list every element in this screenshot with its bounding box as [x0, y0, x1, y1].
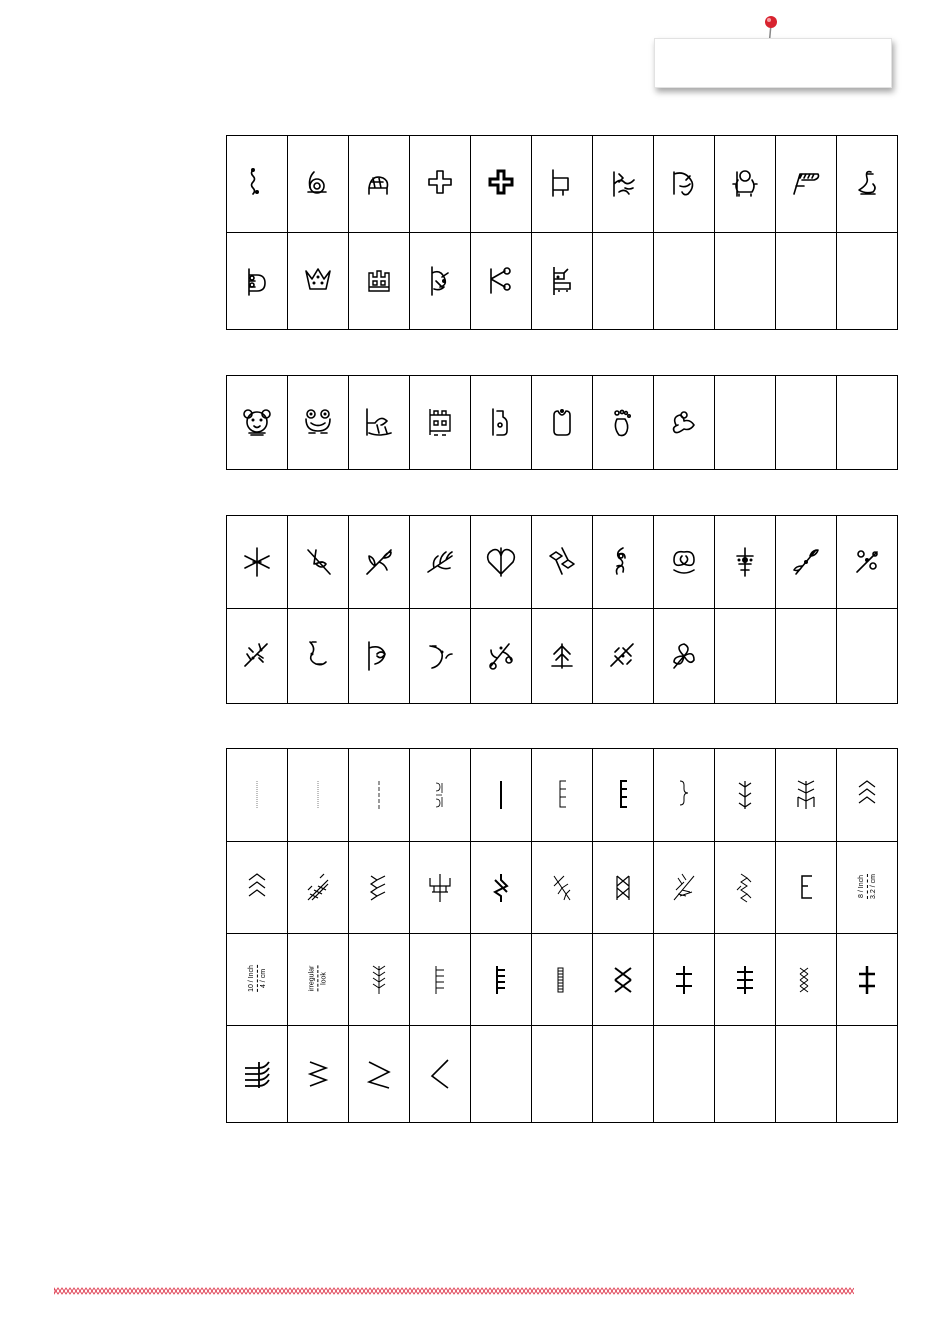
stitch-cell: [410, 749, 471, 842]
snowflake-star-icon: [239, 544, 275, 580]
frog-face-icon: [300, 405, 336, 441]
stitch-cell: [471, 1026, 532, 1123]
blanket-stitch-icon: [544, 777, 580, 813]
stitch-cell: [410, 842, 471, 934]
stitch-cell: [288, 749, 349, 842]
train-icon: [544, 263, 580, 299]
fine-straight-icon: [300, 777, 336, 813]
single-zigzag-icon: [422, 1056, 458, 1092]
satin-column-icon: [544, 962, 580, 998]
stitch-cell: [349, 934, 410, 1026]
stitch-length-label-line2: look: [320, 971, 328, 985]
stitch-cell: [837, 749, 898, 842]
children-motif-table: [226, 375, 898, 470]
stitch-cell: [715, 609, 776, 704]
stitch-cell: [593, 934, 654, 1026]
stitch-cell: [532, 376, 593, 470]
stitch-cell: [776, 233, 837, 330]
sprig-icon: [239, 638, 275, 674]
stitch-cell: [410, 233, 471, 330]
stitch-cell: [349, 749, 410, 842]
stitch-cell: [532, 842, 593, 934]
flower-vine-icon: [422, 263, 458, 299]
stitch-cell: [349, 516, 410, 609]
rickrack-icon: [727, 870, 763, 906]
stitch-cell: [654, 516, 715, 609]
stitch-cell: [410, 609, 471, 704]
stitch-cell: [532, 749, 593, 842]
stitch-cell: [715, 749, 776, 842]
stitch-cell: [715, 376, 776, 470]
stitch-length-label-line2: 4 / cm: [259, 968, 267, 988]
stitch-length-divider: [867, 874, 868, 899]
stitch-cell: [227, 609, 288, 704]
stitch-cell: [593, 842, 654, 934]
stitch-row: [227, 136, 898, 233]
stitch-cell: [288, 1026, 349, 1123]
stitch-cell: [593, 136, 654, 233]
stitch-cell: [288, 136, 349, 233]
serpentine-icon: [483, 870, 519, 906]
fine-straight-icon: [239, 777, 275, 813]
stitch-cell: [227, 516, 288, 609]
stitch-cell: [715, 934, 776, 1026]
stitch-cell: [837, 376, 898, 470]
footprint-icon: [605, 405, 641, 441]
stitch-cell: [471, 934, 532, 1026]
stitch-cell: [532, 233, 593, 330]
floral-motif-table: [226, 515, 898, 704]
stitch-cell: [776, 516, 837, 609]
stitch-cell: [532, 609, 593, 704]
stitch-cell: [776, 842, 837, 934]
crown-icon: [300, 263, 336, 299]
stitch-cell: [532, 136, 593, 233]
stitch-cell: [410, 1026, 471, 1123]
stitch-cell: [410, 376, 471, 470]
stitch-length-divider: [318, 965, 319, 991]
stitch-cell: [410, 516, 471, 609]
pinwheel-icon: [666, 638, 702, 674]
stitch-cell: [532, 1026, 593, 1123]
stitch-cell: [654, 233, 715, 330]
stitch-cell: [288, 609, 349, 704]
double-scroll-icon: [666, 544, 702, 580]
stitch-cell: [654, 749, 715, 842]
lace-ornament-icon: [727, 544, 763, 580]
stitch-cell: [715, 136, 776, 233]
xxxx-icon: [788, 962, 824, 998]
stitch-length-label-line1: 10 / Inch: [247, 964, 255, 992]
stitch-length-label: [858, 874, 877, 899]
stitch-row: [227, 516, 898, 609]
stitch-cell: [349, 233, 410, 330]
stitch-cell: [593, 376, 654, 470]
stitch-length-divider: [256, 965, 257, 992]
curl-vine-icon: [300, 638, 336, 674]
stitch-cell: [715, 1026, 776, 1123]
cross-hatch-icon: [300, 870, 336, 906]
rocking-horse-icon: [361, 405, 397, 441]
berry-vine-icon: [483, 638, 519, 674]
feather-branch-icon: [727, 777, 763, 813]
quilt-stitch-table: [226, 748, 898, 1123]
stitch-length-label: [247, 965, 266, 992]
stitch-cell: [593, 233, 654, 330]
fern-icon: [544, 638, 580, 674]
stitch-cell: [837, 516, 898, 609]
stitch-cell: [715, 842, 776, 934]
stitch-length-label-line1: irregular: [308, 965, 316, 991]
stitch-row: [227, 934, 898, 1026]
stitch-row: [227, 749, 898, 842]
stitch-row: [227, 842, 898, 934]
toy-house-icon: [422, 405, 458, 441]
heart-icon: [483, 544, 519, 580]
cherries-icon: [239, 263, 275, 299]
stitch-row: [227, 609, 898, 704]
pacifier-icon: [666, 405, 702, 441]
outline-cross-icon: [422, 166, 458, 202]
bold-blanket-icon: [605, 777, 641, 813]
stitch-cell: [593, 516, 654, 609]
stitch-cell: [410, 934, 471, 1026]
stitch-cell: [654, 609, 715, 704]
ladder-icon: [422, 962, 458, 998]
baby-bottle-icon: [483, 405, 519, 441]
double-cross-icon: [849, 962, 885, 998]
stitch-cell: [471, 842, 532, 934]
bold-cross-stitch-icon: [605, 962, 641, 998]
stitch-cell: [227, 749, 288, 842]
multi-feather-icon: [239, 1056, 275, 1092]
bird-tree-icon: [605, 166, 641, 202]
bold-cross-icon: [483, 166, 519, 202]
brace-stitch-icon: [666, 777, 702, 813]
stitch-cell: [288, 516, 349, 609]
star-feather-icon: [666, 870, 702, 906]
scroll-vine-icon: [605, 544, 641, 580]
stitch-row: [227, 233, 898, 330]
stitch-cell: [837, 934, 898, 1026]
double-feather-icon: [788, 777, 824, 813]
stitch-cell: [349, 842, 410, 934]
stitch-length-label-line2: 3.2 / cm: [869, 873, 877, 899]
teddy-bear-icon: [727, 166, 763, 202]
crossed-leaf-icon: [300, 544, 336, 580]
stitch-cell: [654, 136, 715, 233]
stitch-cell: [349, 1026, 410, 1123]
stitch-cell: [593, 609, 654, 704]
scallop-chain-icon: [239, 166, 275, 202]
swan-icon: [849, 166, 885, 202]
stitch-cell: [349, 609, 410, 704]
dolphin-icon: [666, 166, 702, 202]
stitch-cell: [227, 842, 288, 934]
stitch-cell: [227, 136, 288, 233]
stitch-cell: [227, 376, 288, 470]
castle-icon: [361, 263, 397, 299]
dashed-straight-icon: [361, 777, 397, 813]
stitch-cell: [776, 376, 837, 470]
stitch-cell: [227, 233, 288, 330]
leaf-spray-icon: [422, 544, 458, 580]
stitch-cell: [288, 934, 349, 1026]
branch-leaf-icon: [361, 544, 397, 580]
wave-leaf-icon: [422, 638, 458, 674]
zigzag-feather-icon: [361, 870, 397, 906]
turtle-icon: [361, 166, 397, 202]
wheat-icon: [361, 962, 397, 998]
flower-cluster-icon: [849, 544, 885, 580]
stitch-cell: [654, 842, 715, 934]
cross-sprig-icon: [605, 638, 641, 674]
chevron-stack-icon: [239, 870, 275, 906]
chevron-stack-icon: [849, 777, 885, 813]
stitch-cell: [837, 842, 898, 934]
stitch-cell: [776, 749, 837, 842]
stitch-cell: [349, 136, 410, 233]
text-stitch-icon: [422, 777, 458, 813]
scissors-icon: [483, 263, 519, 299]
stitch-cell: [715, 516, 776, 609]
stitch-cell: [288, 376, 349, 470]
double-blanket-icon: [422, 870, 458, 906]
stitch-cell: [837, 136, 898, 233]
stitch-cell: [776, 609, 837, 704]
stitch-cell: [288, 233, 349, 330]
stitch-cell: [227, 1026, 288, 1123]
stitch-cell: [471, 749, 532, 842]
diamond-leaf-icon: [544, 544, 580, 580]
stitch-cell: [654, 934, 715, 1026]
square-bracket-icon: [788, 870, 824, 906]
stitch-row: [227, 376, 898, 470]
triple-bar-icon: [727, 962, 763, 998]
stitch-length-label: [309, 965, 328, 991]
stitch-cell: [288, 842, 349, 934]
stitch-cell: [471, 516, 532, 609]
stitch-cell: [593, 1026, 654, 1123]
bear-face-icon: [239, 405, 275, 441]
cross-stitch-icon: [605, 870, 641, 906]
stitch-cell: [837, 1026, 898, 1123]
wide-zigzag-icon: [361, 1056, 397, 1092]
motif-stitch-table-1: [226, 135, 898, 330]
stitch-cell: [410, 136, 471, 233]
stitch-cell: [715, 233, 776, 330]
zigzag-icon: [300, 1056, 336, 1092]
stitch-cell: [471, 233, 532, 330]
stitch-length-label-line1: 8 / Inch: [857, 874, 865, 898]
stitch-row: [227, 1026, 898, 1123]
stitch-cell: [593, 749, 654, 842]
double-bar-icon: [666, 962, 702, 998]
stitch-cell: [349, 376, 410, 470]
stitch-cell: [837, 609, 898, 704]
stitch-cell: [532, 516, 593, 609]
footer-zigzag-border: [54, 1286, 854, 1296]
leaf-stem-icon: [788, 544, 824, 580]
heart-swirl-icon: [361, 638, 397, 674]
stitch-cell: [837, 233, 898, 330]
baby-bib-icon: [544, 405, 580, 441]
feather-spray-icon: [544, 870, 580, 906]
stitch-cell: [471, 136, 532, 233]
stitch-cell: [776, 1026, 837, 1123]
stitch-cell: [776, 136, 837, 233]
stitch-cell: [532, 934, 593, 1026]
stitch-cell: [776, 934, 837, 1026]
stitch-cell: [654, 1026, 715, 1123]
crocodile-icon: [788, 166, 824, 202]
mailbox-icon: [544, 166, 580, 202]
snail-icon: [300, 166, 336, 202]
stitch-cell: [654, 376, 715, 470]
bold-ladder-icon: [483, 962, 519, 998]
stitch-cell: [227, 934, 288, 1026]
pinned-note: [654, 38, 892, 88]
stitch-cell: [471, 376, 532, 470]
bold-straight-icon: [483, 777, 519, 813]
stitch-cell: [471, 609, 532, 704]
